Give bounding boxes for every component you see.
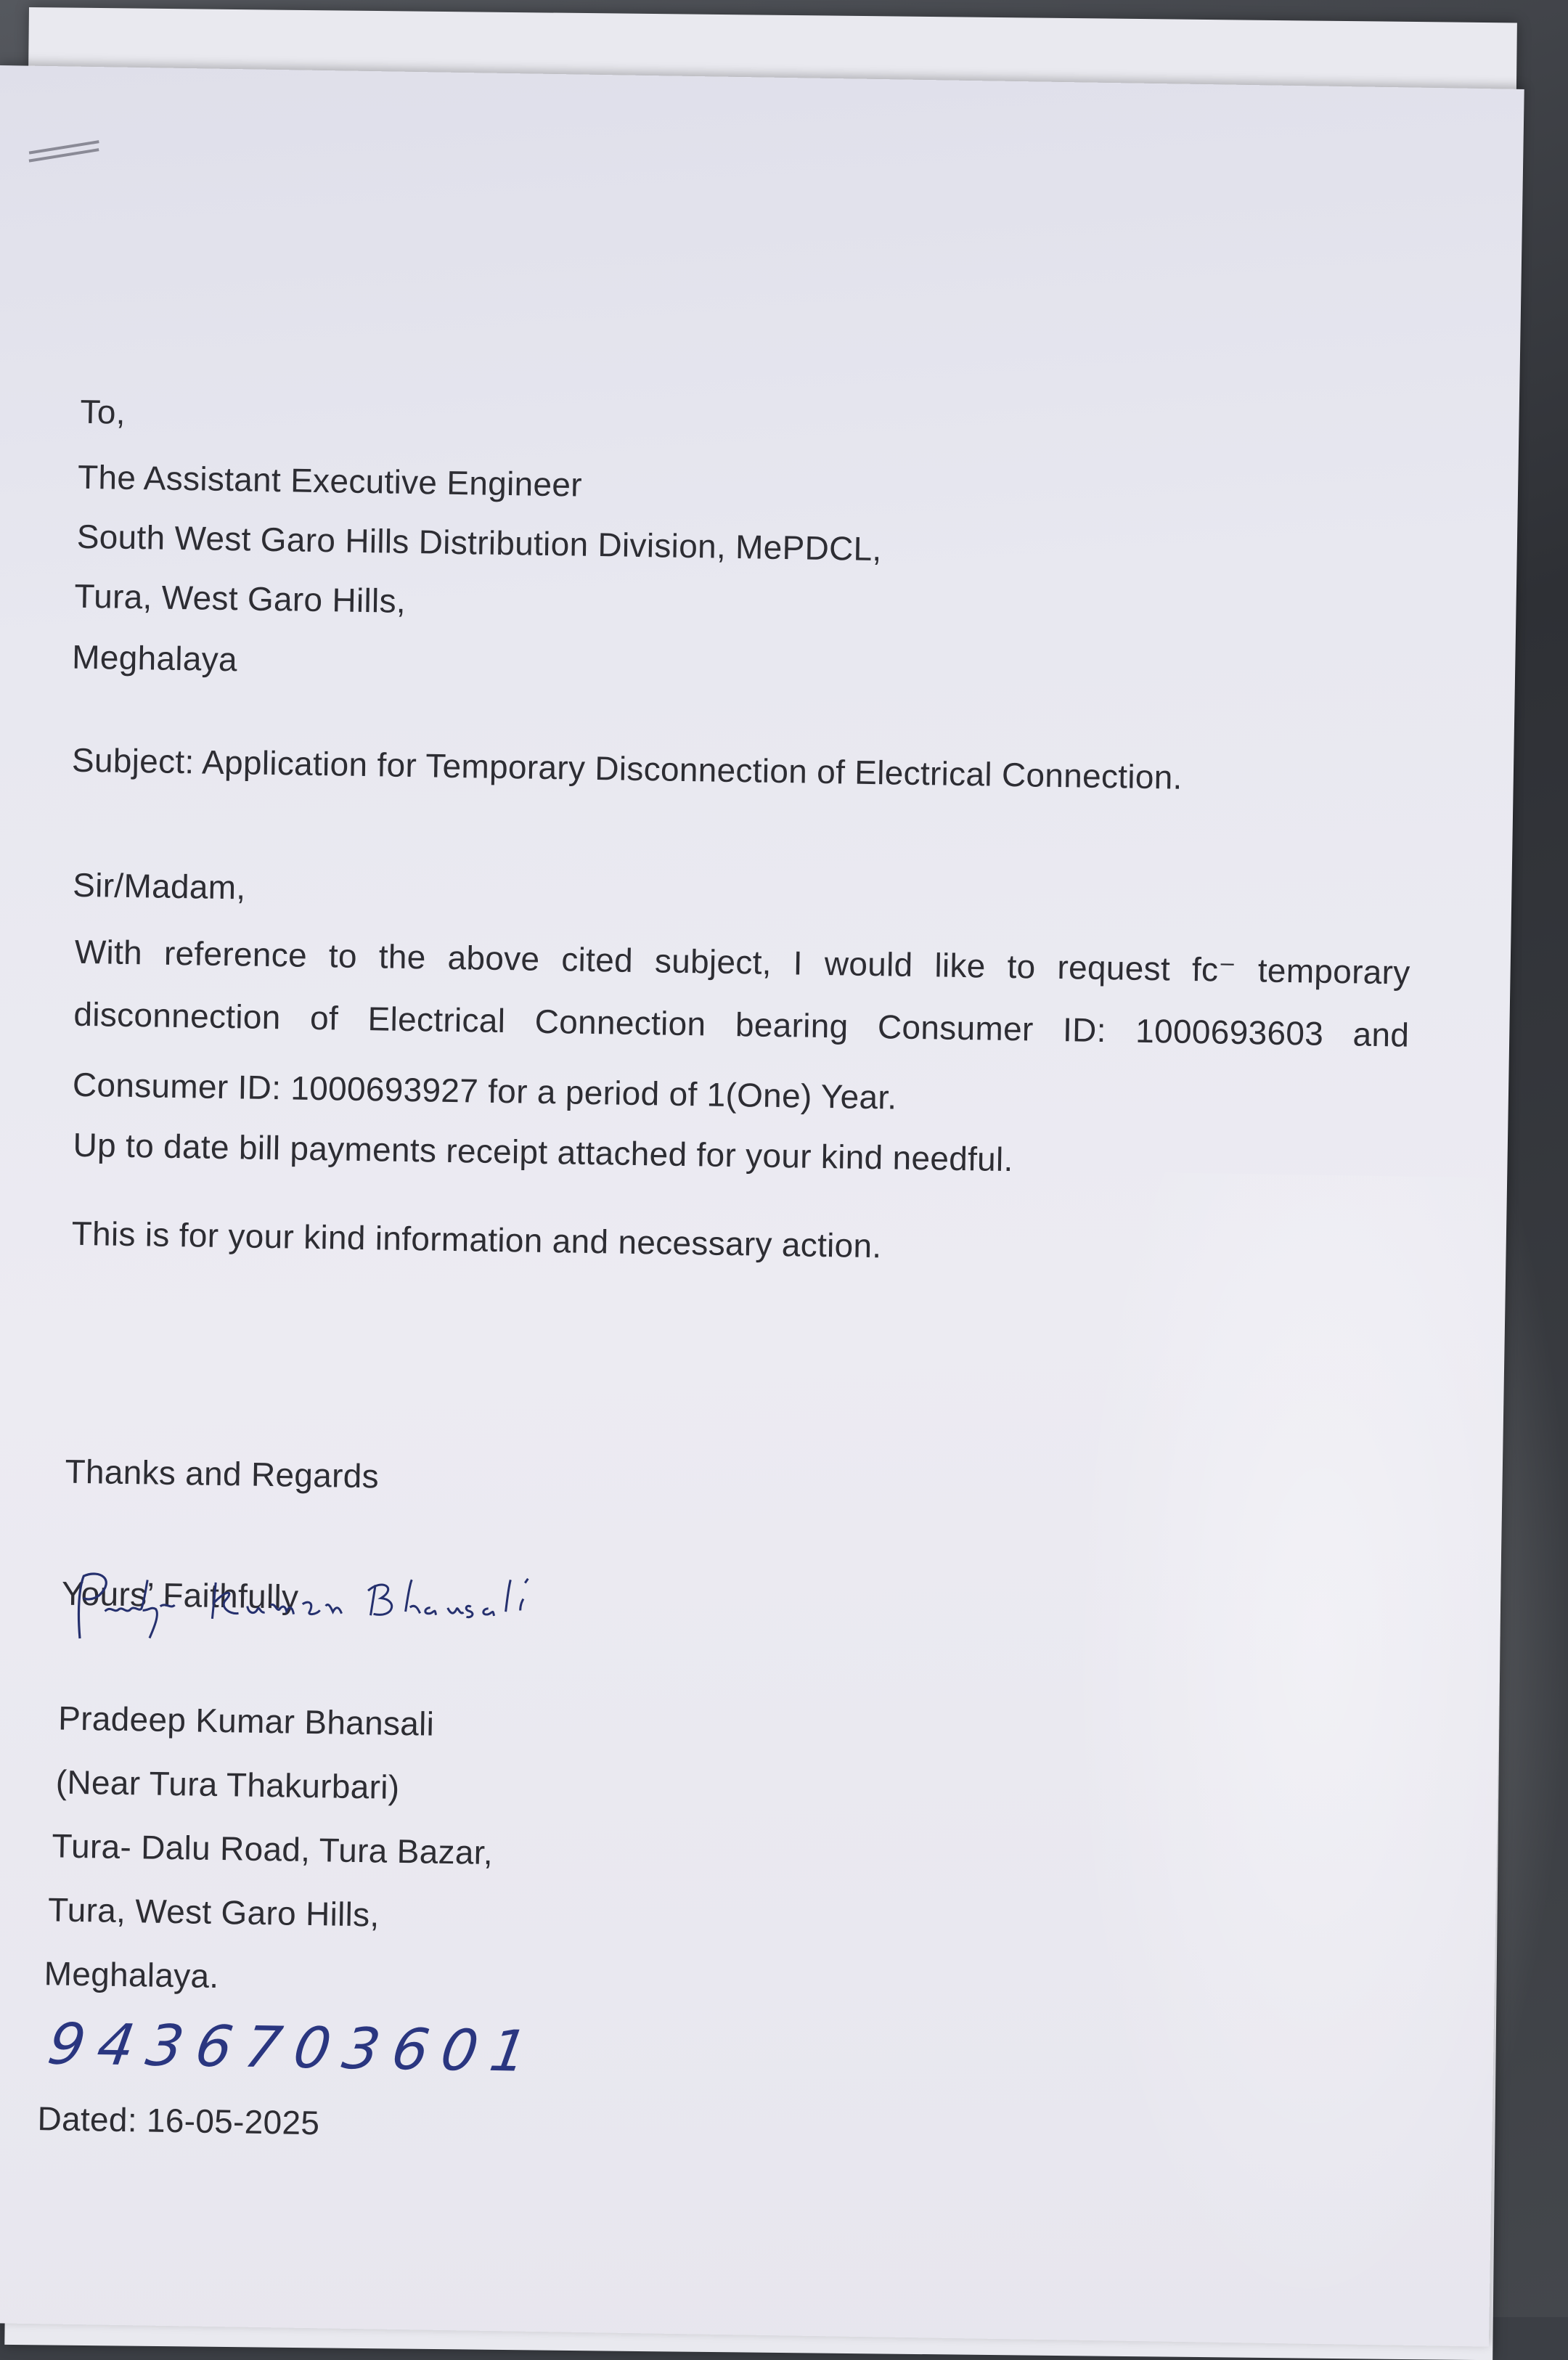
sender-name: Pradeep Kumar Bhansali (57, 1699, 435, 1743)
handwritten-signature (70, 1566, 623, 1662)
body-line-2: disconnection of Electrical Connection bearing Consumer ID: 1000693603 and (73, 995, 1410, 1054)
greeting-line: Sir/Madam, (72, 865, 246, 907)
handwritten-phone-number: 9436703601 (44, 2012, 545, 2085)
info-line: This is for your kind information and necessary action. (71, 1214, 882, 1265)
letter-page (0, 65, 1524, 2347)
sender-address-4: Meghalaya. (44, 1954, 219, 1996)
sender-address-2: Tura- Dalu Road, Tura Bazar, (52, 1826, 494, 1871)
subject-line: Subject: Application for Temporary Disconnection of Electrical Connection. (71, 740, 1183, 796)
body-line-3: Consumer ID: 1000693927 for a period of 1(One) Year. (72, 1065, 897, 1116)
recipient-line-1: The Assistant Executive Engineer (77, 457, 583, 504)
closing-line: Yours’ Faithfully (61, 1574, 299, 1616)
recipient-line-4: Meghalaya (71, 637, 238, 679)
body-line-1: With reference to the above cited subject, I would like to request fc⁻ temporary (74, 932, 1411, 992)
to-line: To, (80, 392, 126, 431)
sender-address-3: Tura, West Garo Hills, (47, 1890, 380, 1934)
letter-content (0, 65, 1524, 2347)
thanks-line: Thanks and Regards (65, 1452, 380, 1495)
sender-address-1: (Near Tura Thakurbari) (55, 1763, 400, 1806)
body-line-4: Up to date bill payments receipt attached for your kind needful. (73, 1125, 1014, 1179)
recipient-line-2: South West Garo Hills Distribution Division, MePDCL, (76, 517, 882, 568)
date-line: Dated: 16-05-2025 (37, 2099, 320, 2142)
recipient-line-3: Tura, West Garo Hills, (74, 576, 407, 620)
